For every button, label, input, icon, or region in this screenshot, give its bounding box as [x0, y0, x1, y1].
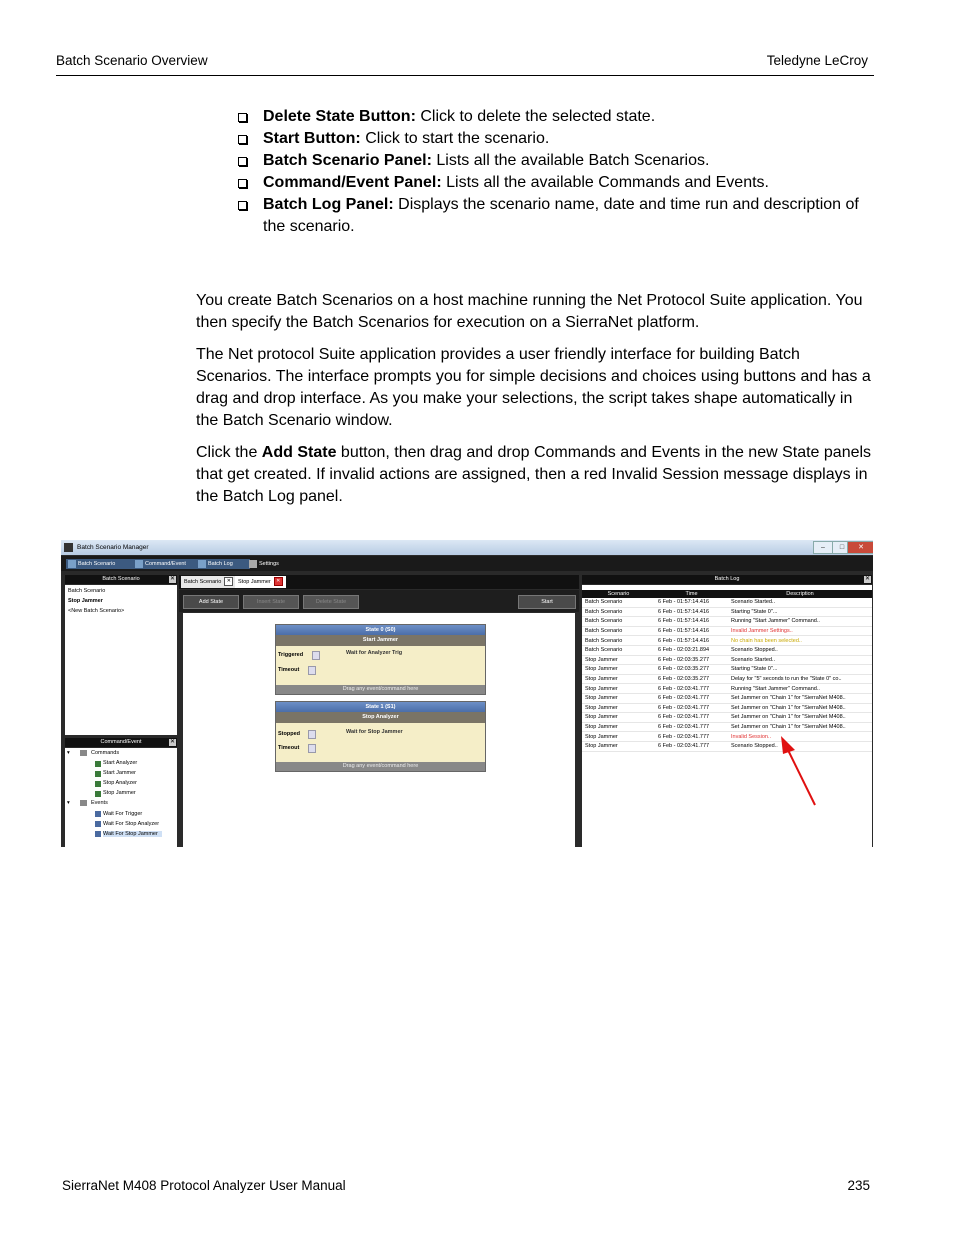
- log-cell-time: 6 Feb - 01:57:14.416: [655, 617, 728, 627]
- panel-title: Command/Event: [100, 739, 142, 745]
- paragraph-interface: The Net protocol Suite application provides a user friendly interface for building Batch Scenarios. The interface prompts you for simple decisions and choices using buttons and has a drag and drop interface. As you make your selections, the script takes shape automatically in the Batch Scenario window.: [196, 346, 871, 429]
- bullet-text: Displays the scenario name, date and time run and description of the scenario.: [263, 196, 859, 235]
- log-cell-scenario: Stop Jammer: [582, 655, 655, 665]
- collapse-arrow-icon[interactable]: ▾: [67, 750, 70, 756]
- log-cell-description: Scenario Started..: [728, 598, 872, 607]
- tab-batch-scenario-doc[interactable]: [181, 576, 236, 588]
- checkbox-bullet-icon: [238, 113, 247, 122]
- log-cell-scenario: Stop Jammer: [582, 732, 655, 742]
- column-header-description[interactable]: Description: [728, 590, 872, 598]
- state-card[interactable]: [275, 624, 486, 695]
- event-icon: [95, 811, 101, 817]
- log-cell-description: Starting "State 0"...: [728, 665, 872, 675]
- arrow-head: [781, 736, 795, 754]
- log-row[interactable]: [582, 636, 872, 646]
- command-event-panel-header: [65, 738, 177, 747]
- log-cell-time: 6 Feb - 01:57:14.416: [655, 598, 728, 607]
- log-cell-description: Running "Start Jammer" Command..: [728, 684, 872, 694]
- log-row[interactable]: [582, 655, 872, 665]
- log-cell-time: 6 Feb - 02:03:35.277: [655, 674, 728, 684]
- log-cell-time: 6 Feb - 02:03:41.777: [655, 741, 728, 751]
- tree-folder-commands[interactable]: Commands: [91, 750, 120, 756]
- log-row[interactable]: [582, 722, 872, 732]
- insert-state-button[interactable]: Insert State: [243, 595, 299, 609]
- log-cell-description: Scenario Stopped..: [728, 741, 872, 751]
- tab-label: Batch Log: [208, 561, 233, 567]
- log-row[interactable]: [582, 626, 872, 636]
- log-cell-time: 6 Feb - 01:57:14.416: [655, 636, 728, 646]
- log-row[interactable]: [582, 713, 872, 723]
- log-row[interactable]: [582, 684, 872, 694]
- batch-scenario-manager-screenshot: [61, 540, 873, 847]
- log-cell-time: 6 Feb - 02:03:41.777: [655, 732, 728, 742]
- log-row[interactable]: [582, 607, 872, 617]
- log-cell-time: 6 Feb - 02:03:41.777: [655, 693, 728, 703]
- log-cell-scenario: Stop Jammer: [582, 665, 655, 675]
- start-button[interactable]: Start: [518, 595, 576, 609]
- log-cell-time: 6 Feb - 02:03:41.777: [655, 722, 728, 732]
- tree-item-event[interactable]: Wait For Stop Jammer: [103, 831, 162, 837]
- folder-icon: [80, 800, 87, 806]
- state-event-label: Triggered: [278, 652, 304, 658]
- log-cell-description: Starting "State 0"...: [728, 607, 872, 617]
- paragraph-text: button, then drag and drop Commands and Events in the new State panels that get created. If invalid actions are assigned, then a red Invalid Session message displays in the Batch Log panel.: [196, 444, 872, 505]
- log-cell-time: 6 Feb - 02:03:41.777: [655, 703, 728, 713]
- close-button[interactable]: ✕: [847, 541, 873, 554]
- log-row[interactable]: [582, 645, 872, 655]
- log-cell-scenario: Stop Jammer: [582, 722, 655, 732]
- window-titlebar: [61, 540, 873, 555]
- tab-batch-scenario[interactable]: [66, 559, 134, 569]
- bullet-delete-state: [236, 106, 876, 128]
- event-slot-icon[interactable]: [308, 666, 316, 675]
- tree-item-event[interactable]: Wait For Stop Analyzer: [103, 821, 160, 827]
- log-cell-time: 6 Feb - 01:57:14.416: [655, 607, 728, 617]
- tab-label: Stop Jammer: [238, 579, 271, 585]
- list-item[interactable]: Batch Scenario: [68, 588, 106, 594]
- bullet-term: Batch Scenario Panel:: [263, 152, 432, 169]
- log-cell-scenario: Stop Jammer: [582, 684, 655, 694]
- log-cell-scenario: Stop Jammer: [582, 741, 655, 751]
- bullet-text: Click to delete the selected state.: [415, 108, 656, 125]
- state-event-label: Stopped: [278, 731, 300, 737]
- tab-close-icon[interactable]: ✕: [274, 577, 283, 586]
- page-header-left: Batch Scenario Overview: [56, 53, 208, 68]
- tab-command-event[interactable]: [133, 559, 205, 569]
- state-title: State 1 (S1): [276, 702, 485, 712]
- log-cell-description: Set Jammer on "Chain 1" for "SierraNet M408..: [728, 713, 872, 723]
- event-slot-icon[interactable]: [308, 730, 316, 739]
- red-arrow-annotation: [771, 730, 821, 810]
- batch-log-panel-header: [582, 575, 872, 584]
- state-event-value: Wait for Analyzer Trig: [346, 650, 403, 656]
- log-cell-scenario: Stop Jammer: [582, 713, 655, 723]
- log-cell-time: 6 Feb - 02:03:41.777: [655, 713, 728, 723]
- log-cell-time: 6 Feb - 02:03:35.277: [655, 655, 728, 665]
- window-title: Batch Scenario Manager: [77, 544, 149, 551]
- log-row[interactable]: [582, 617, 872, 627]
- checkbox-bullet-icon: [238, 201, 247, 210]
- log-cell-description: Scenario Started..: [728, 655, 872, 665]
- log-cell-scenario: Batch Scenario: [582, 617, 655, 627]
- tab-batch-log[interactable]: [196, 559, 250, 569]
- bullet-term: Delete State Button:: [263, 108, 416, 125]
- log-cell-time: 6 Feb - 02:03:21.894: [655, 645, 728, 655]
- paragraph-intro: You create Batch Scenarios on a host machine running the Net Protocol Suite application. You then specify the Batch Scenarios for execution on a SierraNet platform.: [196, 292, 863, 331]
- state-timeout-label: Timeout: [278, 745, 300, 751]
- log-cell-scenario: Batch Scenario: [582, 645, 655, 655]
- command-icon: [95, 791, 101, 797]
- batch-scenario-panel: [65, 585, 177, 735]
- page-header-right: Teledyne LeCroy: [766, 53, 868, 68]
- log-cell-scenario: Batch Scenario: [582, 607, 655, 617]
- log-row[interactable]: [582, 693, 872, 703]
- folder-icon: [80, 750, 87, 756]
- app-icon: [64, 543, 73, 552]
- scenario-tab-strip: [179, 575, 579, 589]
- tab-settings[interactable]: [247, 559, 299, 569]
- log-cell-description: Running "Start Jammer" Command..: [728, 617, 872, 627]
- log-cell-time: 6 Feb - 02:03:35.277: [655, 665, 728, 675]
- event-slot-icon[interactable]: [308, 744, 316, 753]
- add-state-button[interactable]: Add State: [183, 595, 239, 609]
- log-cell-description: No chain has been selected..: [728, 636, 872, 646]
- bullet-start: [236, 128, 876, 150]
- log-cell-description: Invalid Jammer Settings..: [728, 626, 872, 636]
- tab-label: Command/Event: [145, 561, 186, 567]
- log-cell-scenario: Batch Scenario: [582, 598, 655, 607]
- panel-close-icon[interactable]: ✕: [169, 576, 176, 582]
- main-tab-strip: [61, 556, 873, 571]
- bullet-batch-log-panel: [236, 194, 876, 238]
- list-item[interactable]: Stop Jammer: [68, 598, 103, 604]
- paragraph-bold: Add State: [261, 444, 337, 461]
- settings-icon: [249, 560, 257, 568]
- paragraph-text: Click the: [196, 444, 262, 461]
- log-cell-scenario: Batch Scenario: [582, 636, 655, 646]
- bullet-term: Batch Log Panel:: [263, 196, 394, 213]
- feature-bullet-list: [236, 106, 876, 238]
- header-rule: [56, 75, 874, 76]
- tree-item-event[interactable]: Wait For Trigger: [103, 811, 143, 817]
- tree-folder-events[interactable]: Events: [91, 800, 108, 806]
- panel-close-icon[interactable]: ✕: [169, 739, 176, 745]
- log-cell-scenario: Batch Scenario: [582, 626, 655, 636]
- bullet-text: Lists all the available Batch Scenarios.: [431, 152, 710, 169]
- log-cell-description: Invalid Session..: [728, 732, 872, 742]
- event-slot-icon[interactable]: [312, 651, 320, 660]
- tab-label: Batch Scenario: [184, 579, 222, 585]
- command-icon: [95, 771, 101, 777]
- batch-log-table: [582, 590, 872, 752]
- list-item[interactable]: <New Batch Scenario>: [68, 608, 125, 614]
- checkbox-bullet-icon: [238, 179, 247, 188]
- log-row[interactable]: [582, 598, 872, 607]
- log-row[interactable]: [582, 703, 872, 713]
- batch-scenario-panel-header: [65, 575, 177, 584]
- bullet-term: Command/Event Panel:: [263, 174, 442, 191]
- tree-item-command[interactable]: Stop Jammer: [103, 790, 136, 796]
- log-cell-time: 6 Feb - 01:57:14.416: [655, 626, 728, 636]
- drop-zone[interactable]: Drag any event/command here: [276, 685, 485, 694]
- checkbox-bullet-icon: [238, 157, 247, 166]
- command-event-icon: [135, 560, 143, 568]
- collapse-arrow-icon[interactable]: ▾: [67, 800, 70, 806]
- paragraph-add-state: [196, 442, 876, 508]
- page-number: 235: [847, 1178, 870, 1193]
- delete-state-button[interactable]: Delete State: [303, 595, 359, 609]
- log-cell-scenario: Stop Jammer: [582, 703, 655, 713]
- batch-scenario-icon: [68, 560, 76, 568]
- drop-zone[interactable]: Drag any event/command here: [276, 762, 485, 771]
- log-row[interactable]: [582, 665, 872, 675]
- log-row[interactable]: [582, 674, 872, 684]
- checkbox-bullet-icon: [238, 135, 247, 144]
- log-row[interactable]: [582, 741, 872, 751]
- state-timeout-label: Timeout: [278, 667, 300, 673]
- arrow-shaft: [787, 748, 815, 805]
- tree-item-command[interactable]: Start Analyzer: [103, 760, 138, 766]
- event-icon: [95, 831, 101, 837]
- command-icon: [95, 761, 101, 767]
- log-cell-description: Delay for "5" seconds to run the "State 0" co..: [728, 674, 872, 684]
- panel-title: Batch Scenario: [102, 576, 140, 582]
- command-icon: [95, 781, 101, 787]
- log-cell-description: Set Jammer on "Chain 1" for "SierraNet M408..: [728, 693, 872, 703]
- event-icon: [95, 821, 101, 827]
- bullet-text: Lists all the available Commands and Events.: [441, 174, 769, 191]
- scenario-toolbar: [179, 590, 579, 612]
- maximize-button[interactable]: □: [832, 541, 852, 554]
- bullet-command-event-panel: [236, 172, 876, 194]
- log-cell-description: Set Jammer on "Chain 1" for "SierraNet M408..: [728, 703, 872, 713]
- command-event-panel: [65, 748, 177, 847]
- footer-manual-title: SierraNet M408 Protocol Analyzer User Manual: [62, 1178, 346, 1193]
- state-command: Stop Analyzer: [276, 712, 485, 723]
- batch-log-icon: [198, 560, 206, 568]
- state-event-value: Wait for Stop Jammer: [346, 729, 403, 735]
- bullet-batch-scenario-panel: [236, 150, 876, 172]
- tree-item-command[interactable]: Start Jammer: [103, 770, 137, 776]
- tab-stop-jammer-doc[interactable]: [235, 576, 286, 588]
- log-cell-scenario: Stop Jammer: [582, 693, 655, 703]
- column-header-scenario[interactable]: Scenario: [582, 590, 655, 598]
- batch-log-rows: [582, 598, 872, 751]
- bullet-text: Click to start the scenario.: [360, 130, 550, 147]
- tree-item-command[interactable]: Stop Analyzer: [103, 780, 137, 786]
- tab-close-icon[interactable]: ✕: [224, 577, 233, 586]
- log-row[interactable]: [582, 732, 872, 742]
- log-cell-description: Scenario Stopped..: [728, 645, 872, 655]
- log-cell-time: 6 Feb - 02:03:41.777: [655, 684, 728, 694]
- panel-close-icon[interactable]: ✕: [864, 576, 871, 582]
- state-card[interactable]: [275, 701, 486, 772]
- log-cell-scenario: Stop Jammer: [582, 674, 655, 684]
- log-cell-description: Set Jammer on "Chain 1" for "SierraNet M408..: [728, 722, 872, 732]
- panel-title: Batch Log: [714, 576, 740, 582]
- tab-label: Batch Scenario: [78, 561, 116, 567]
- tab-label: Settings: [259, 561, 279, 567]
- minimize-button[interactable]: –: [813, 541, 833, 554]
- column-header-time[interactable]: Time: [655, 590, 728, 598]
- state-title: State 0 (S0): [276, 625, 485, 635]
- bullet-term: Start Button:: [263, 130, 361, 147]
- state-command: Start Jammer: [276, 635, 485, 646]
